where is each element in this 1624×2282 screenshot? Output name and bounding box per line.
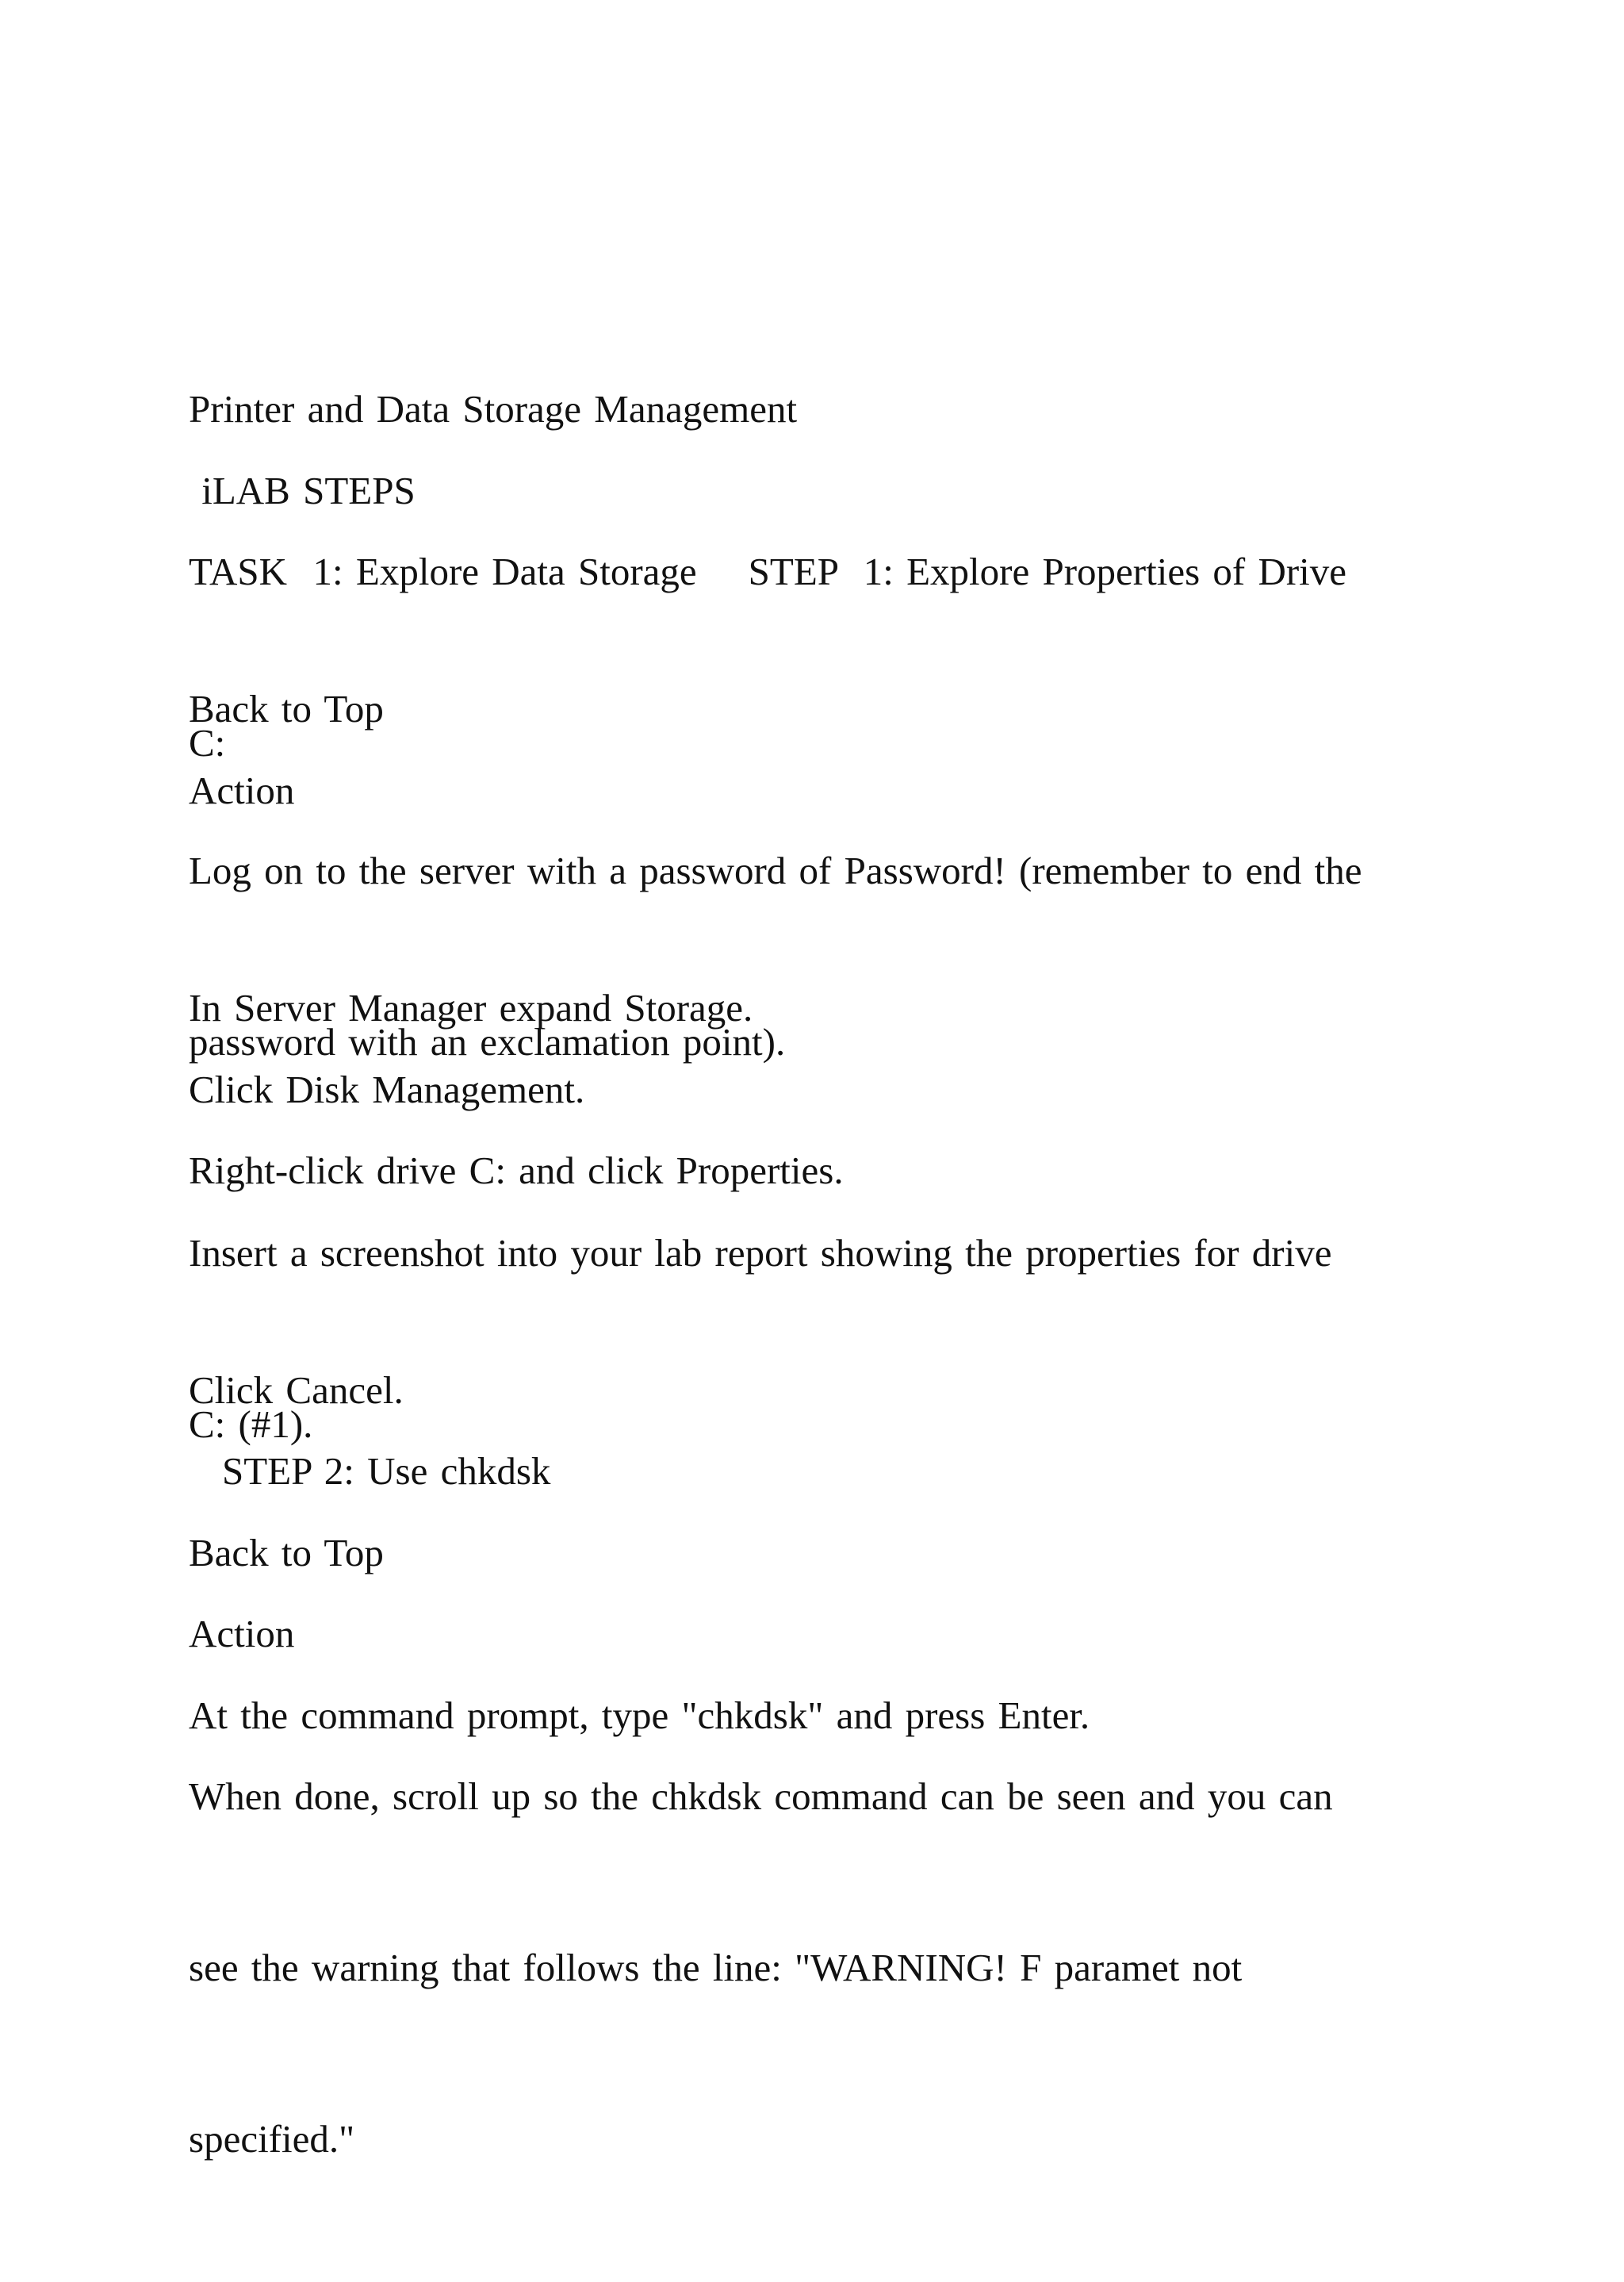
scroll-up-instruction <box>189 1654 1426 2282</box>
title-text: Printer and Data Storage Management <box>189 387 798 431</box>
instruction-line: In Server Manager expand Storage. <box>189 986 753 1030</box>
instruction-line: Insert a screenshot into your lab report showing the properties for drive <box>189 1231 1332 1275</box>
task-heading-line: TASK 1: Explore Data Storage STEP 1: Explore Properties of Drive <box>189 550 1347 593</box>
instruction-line: password with an exclamation point). <box>189 1020 786 1064</box>
instruction-line: see the warning that follows the line: "WARNING! F paramet not <box>189 1946 1243 1989</box>
action-text: Action <box>189 769 295 812</box>
instruction-line: C: (#1). <box>189 1402 313 1446</box>
instruction-line: specified." <box>189 2117 355 2161</box>
subtitle-text: iLAB STEPS <box>189 469 416 512</box>
instruction-line: Right-click drive C: and click Properties. <box>189 1149 844 1192</box>
action-text: Action <box>189 1612 295 1655</box>
instruction-line: Click Disk Management. <box>189 1068 585 1111</box>
back-to-top-text[interactable]: Back to Top <box>189 687 384 731</box>
instruction-line: When done, scroll up so the chkdsk command can be seen and you can <box>189 1774 1333 1818</box>
instruction-line: At the command prompt, type "chkdsk" and press Enter. <box>189 1693 1090 1737</box>
task-heading-line: C: <box>189 721 226 765</box>
instruction-line: Click Cancel. <box>189 1368 404 1412</box>
back-to-top-text[interactable]: Back to Top <box>189 1531 384 1574</box>
step-2-text: STEP 2: Use chkdsk <box>222 1449 551 1493</box>
instruction-line: Log on to the server with a password of Password! (remember to end the <box>189 849 1362 892</box>
